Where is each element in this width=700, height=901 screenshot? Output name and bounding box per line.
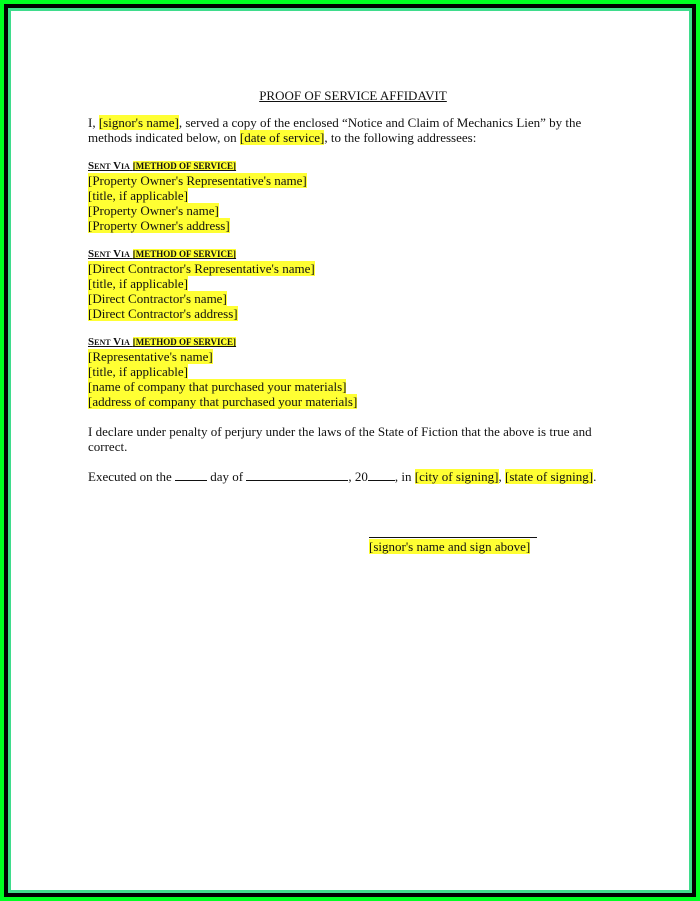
service-block [88,336,618,409]
intro-middle: , served a copy of the enclosed “Notice and Claim of Mechanics Lien” by the methods indicated below, on [88,115,582,145]
sent-via-label: Sent Via [88,336,130,348]
method-of-service-placeholder: [METHOD OF SERVICE] [132,337,237,347]
intro-suffix: , to the following addressees: [324,130,477,145]
party-address: [address of company that purchased your materials] [88,394,358,409]
addressee-line [88,203,618,218]
addressee-line [88,379,618,394]
executed-prefix: Executed on the [88,469,175,484]
sent-via-heading [88,160,618,173]
sent-via-heading [88,336,618,349]
service-block [88,248,618,321]
city-of-signing-placeholder: [city of signing] [414,469,499,484]
addressee-line [88,261,618,276]
addressee-line [88,394,618,409]
addressee-line [88,291,618,306]
representative-name: [Direct Contractor's Representative's name] [88,261,315,276]
representative-name: [Property Owner's Representative's name] [88,173,307,188]
party-address: [Direct Contractor's address] [88,306,238,321]
addressee-line [88,306,618,321]
signature-area [369,537,539,556]
month-blank [246,469,348,481]
executed-line [88,469,618,484]
title-placeholder: [title, if applicable] [88,188,188,203]
sent-via-heading [88,248,618,261]
addressee-line [88,218,618,233]
executed-twenty: , 20 [348,469,368,484]
party-address: [Property Owner's address] [88,218,230,233]
intro-prefix: I, [88,115,99,130]
party-name: [name of company that purchased your materials] [88,379,347,394]
party-name: [Property Owner's name] [88,203,219,218]
executed-in: , in [394,469,415,484]
addressee-line [88,173,618,188]
sent-via-label: Sent Via [88,248,130,260]
method-of-service-placeholder: [METHOD OF SERVICE] [132,249,237,259]
year-blank [368,469,395,481]
declaration-paragraph: I declare under penalty of perjury under the laws of the State of Fiction that the above is true and correct. [88,424,592,454]
signature-label: [signor's name and sign above] [369,539,531,554]
sent-via-label: Sent Via [88,160,130,172]
affidavit-document [88,88,618,484]
executed-end: . [593,469,597,484]
addressee-line [88,276,618,291]
title-placeholder: [title, if applicable] [88,364,188,379]
signor-name-placeholder: [signor's name] [98,115,179,130]
day-blank [175,469,207,481]
addressee-line [88,188,618,203]
addressee-line [88,364,618,379]
document-title: PROOF OF SERVICE AFFIDAVIT [259,88,447,103]
party-name: [Direct Contractor's name] [88,291,227,306]
method-of-service-placeholder: [METHOD OF SERVICE] [132,161,237,171]
signature-line [369,537,537,538]
state-of-signing-placeholder: [state of signing] [505,469,594,484]
executed-day-of: day of [207,469,247,484]
title-placeholder: [title, if applicable] [88,276,188,291]
intro-paragraph [88,115,618,145]
date-of-service-placeholder: [date of service] [239,130,325,145]
representative-name: [Representative's name] [88,349,213,364]
addressee-line [88,349,618,364]
executed-comma: , [498,469,505,484]
service-block [88,160,618,233]
